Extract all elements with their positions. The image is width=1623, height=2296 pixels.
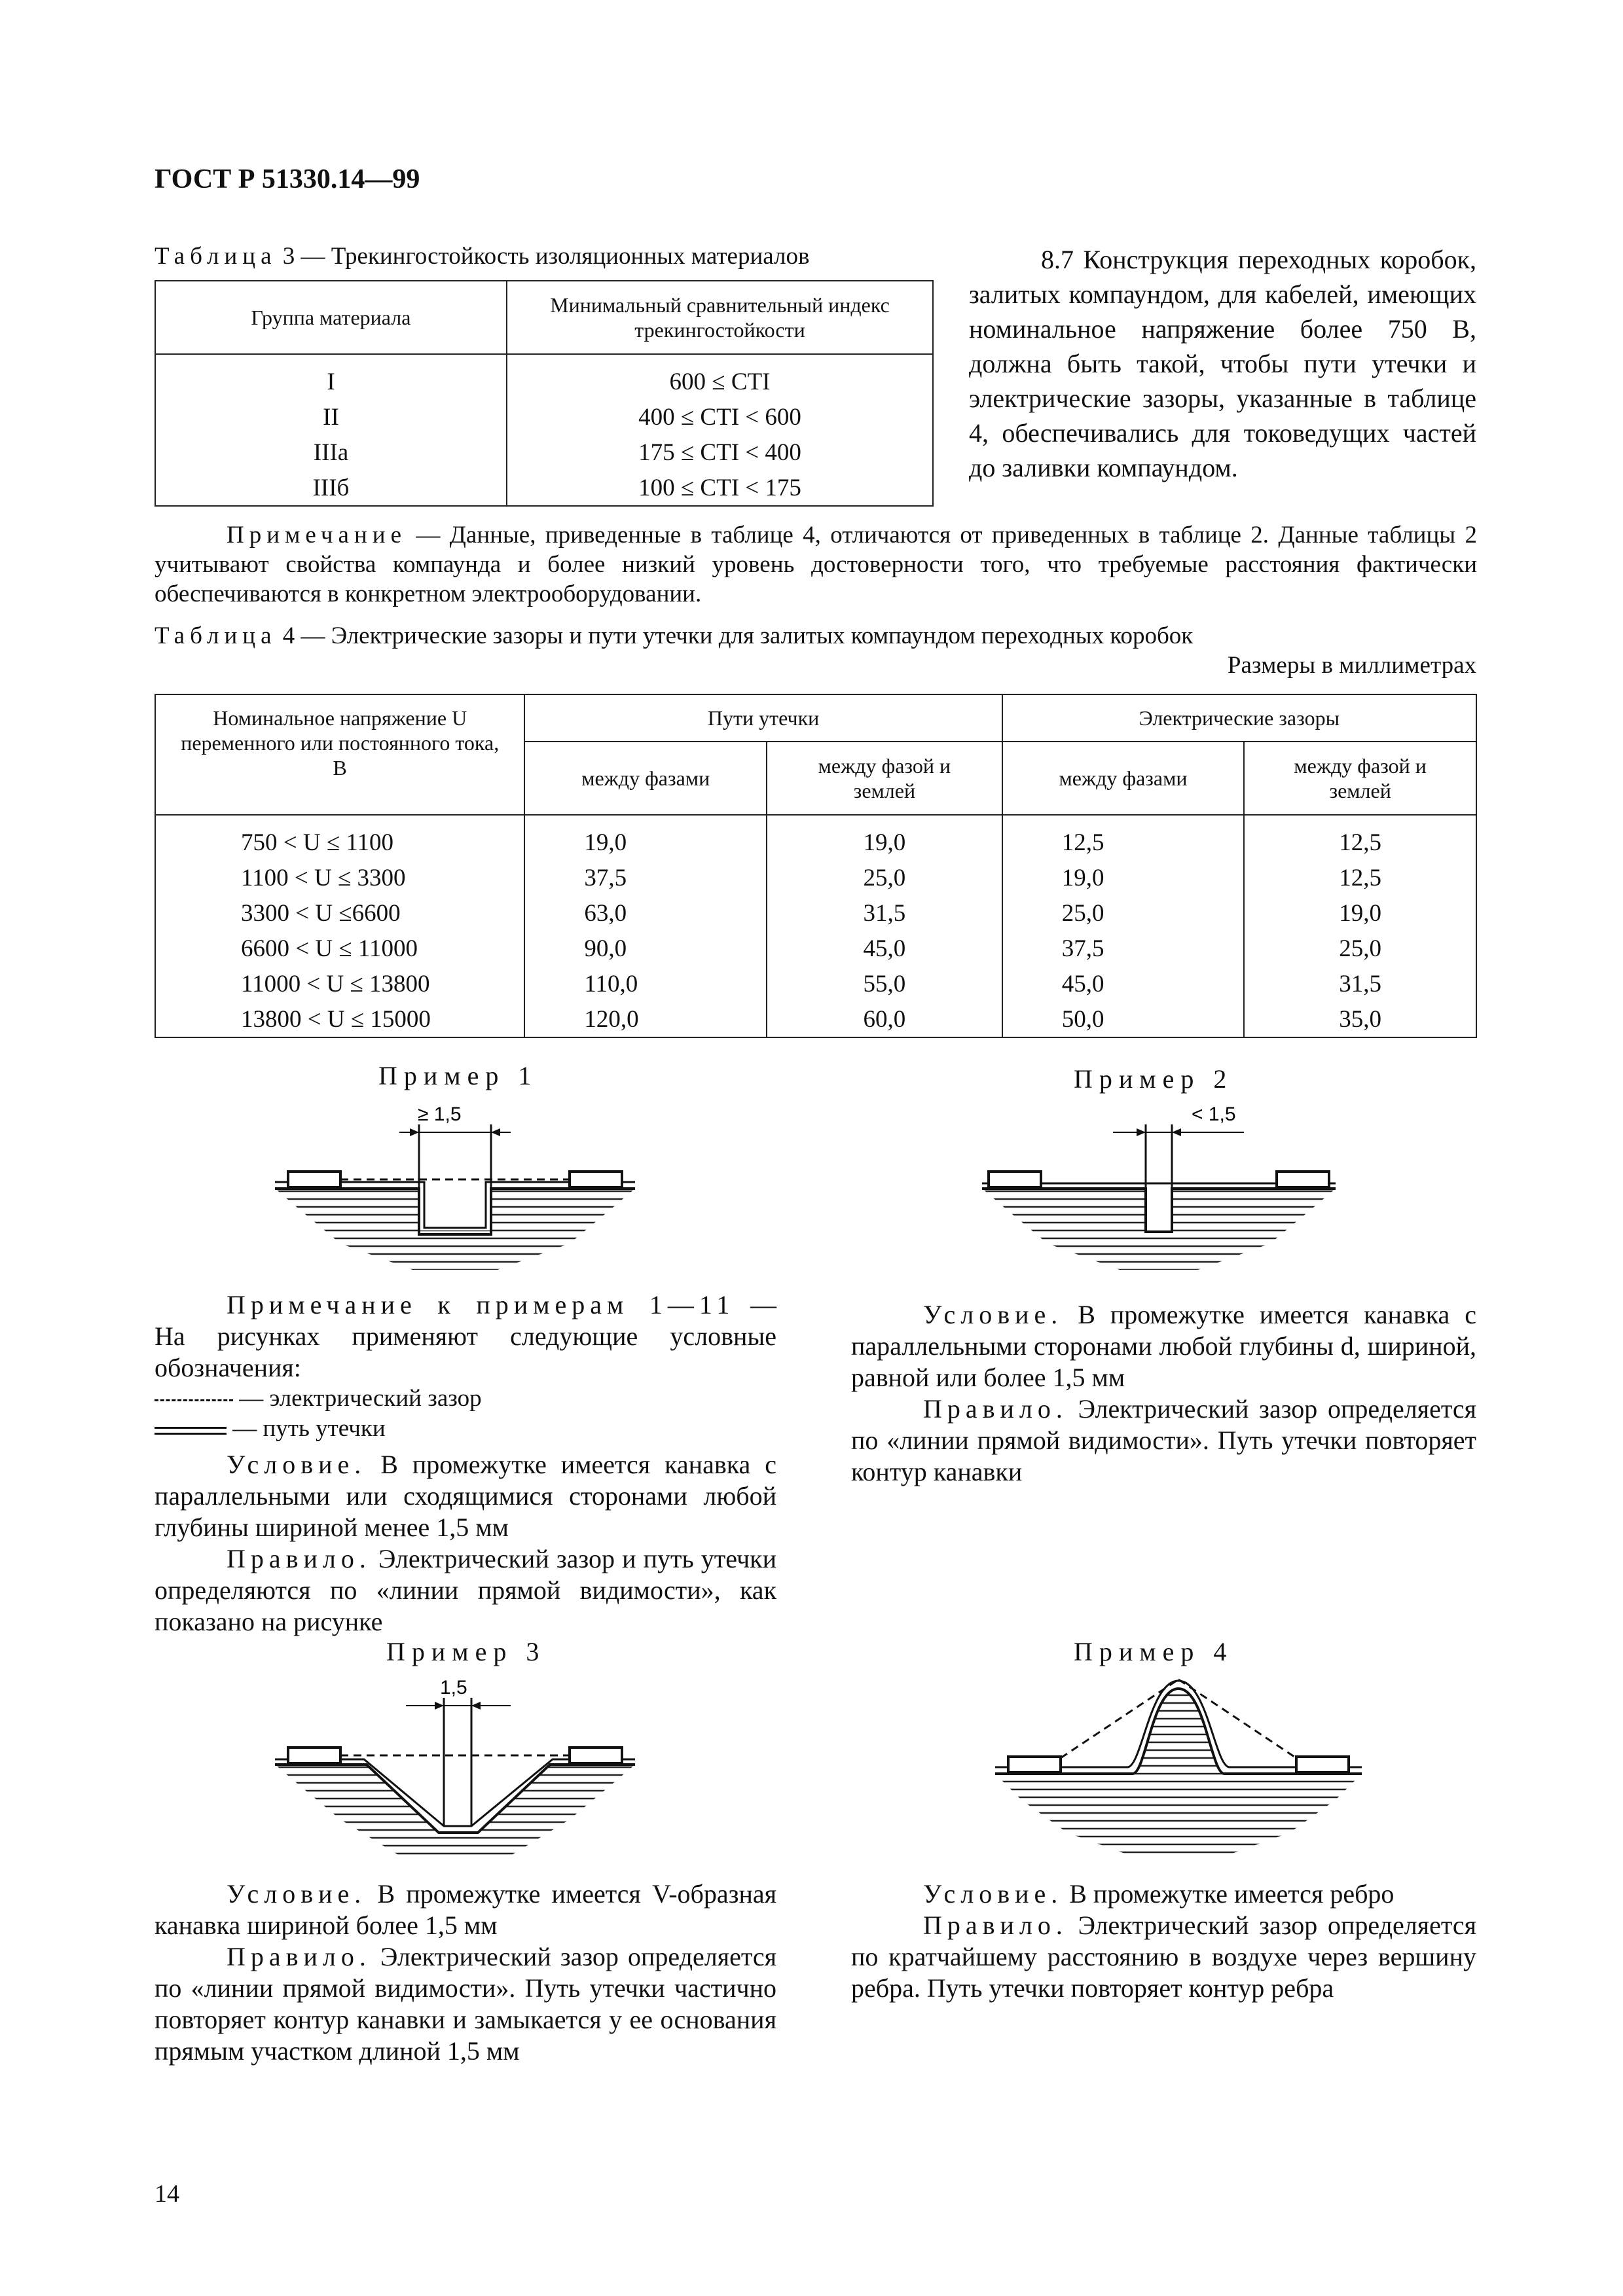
table4-value-cell: 35,0: [1244, 1001, 1476, 1037]
table-row: [155, 966, 1476, 1001]
example4-rule: [851, 1910, 1476, 2004]
table4-header-clearance: Электрические зазоры: [1002, 694, 1476, 742]
example3-condition: [155, 1878, 776, 1941]
example3-rule: [155, 1941, 776, 2067]
table4-subheader-ground: между фазой и землей: [1244, 742, 1476, 815]
table3-header-cti: Минимальный сравнительный индекс трекингостойкости: [507, 281, 933, 354]
table4-value-cell: 25,0: [1244, 931, 1476, 966]
rule-text: Электрический зазор и путь утечки определяются по «линии прямой видимости», как показано на рисунке: [155, 1544, 776, 1636]
legend-creepage: [155, 1414, 776, 1444]
table4-value-cell: 45,0: [1002, 966, 1245, 1001]
table3-cell: 600 ≤ CTI: [507, 354, 933, 399]
example4-condition: [851, 1878, 1476, 1910]
table3-caption: [155, 242, 809, 270]
condition-label: Условие.: [227, 1450, 367, 1479]
note-label: Примечание: [227, 522, 407, 548]
example1-rule: [155, 1543, 776, 1638]
table4-value-cell: 63,0: [524, 895, 767, 931]
table4-value-cell: 90,0: [524, 931, 767, 966]
table4-value-cell: 37,5: [524, 860, 767, 895]
table4-voltage-cell: 1100 < U ≤ 3300: [155, 860, 524, 895]
rule-label: Правило.: [227, 1544, 371, 1573]
table4-voltage-cell: 13800 < U ≤ 15000: [155, 1001, 524, 1037]
rule-text: Электрический зазор определяется по кратчайшему расстоянию в воздухе через вершину ребра. Путь утечки повторяет контур ребра: [851, 1910, 1476, 2003]
example2-dim-label: < 1,5: [1192, 1103, 1236, 1125]
example3-dim-label: 1,5: [440, 1677, 467, 1698]
table-row: [155, 399, 933, 435]
legend-clearance: [155, 1384, 776, 1414]
table3-caption-text: 3 — Трекингостойкость изоляционных материалов: [276, 243, 810, 270]
table4-value-cell: 19,0: [1002, 860, 1245, 895]
table4-voltage-cell: 6600 < U ≤ 11000: [155, 931, 524, 966]
table4-voltage-cell: 3300 < U ≤6600: [155, 895, 524, 931]
example1-title: Пример 1: [378, 1061, 538, 1090]
table3-caption-label: Таблица: [155, 243, 277, 270]
table3-cell: IIIб: [155, 470, 507, 506]
table3-cell: I: [155, 354, 507, 399]
table4-value-cell: 12,5: [1244, 860, 1476, 895]
table4-value-cell: 120,0: [524, 1001, 767, 1037]
table4-value-cell: 19,0: [767, 815, 1002, 860]
example4-diagram: [982, 1676, 1375, 1872]
table4-caption-text: 4 — Электрические зазоры и пути утечки для залитых компаундом переходных коробок: [276, 622, 1194, 649]
condition-label: Условие.: [227, 1879, 367, 1909]
table-row: [155, 354, 933, 399]
table-row: [155, 860, 1476, 895]
rule-text: Электрический зазор определяется по «линии прямой видимости». Путь утечки повторяет контур канавки: [851, 1394, 1476, 1486]
table4-caption: [155, 622, 1193, 650]
rule-text: Электрический зазор определяется по «линии прямой видимости». Путь утечки частично повторяет контур канавки и замыкается у ее основания прямым участком длиной 1,5 мм: [155, 1942, 776, 2066]
table4-value-cell: 55,0: [767, 966, 1002, 1001]
table3-cell: 100 ≤ CTI < 175: [507, 470, 933, 506]
example4-title: Пример 4: [1074, 1637, 1233, 1666]
table4-value-cell: 25,0: [767, 860, 1002, 895]
table4-value-cell: 31,5: [1244, 966, 1476, 1001]
example1-condition: [155, 1449, 776, 1543]
examples-note-label: Примечание к примерам 1—11: [227, 1290, 735, 1319]
table-row: [155, 1001, 1476, 1037]
legend-creepage-text: — путь утечки: [227, 1415, 386, 1442]
table4-value-cell: 19,0: [524, 815, 767, 860]
example2-title: Пример 2: [1074, 1064, 1233, 1094]
table4: [155, 694, 1477, 1038]
rule-label: Правило.: [227, 1942, 371, 1971]
table3: [155, 280, 934, 507]
table-row: [155, 895, 1476, 931]
example3-text-block: [155, 1878, 776, 2067]
page-number: 14: [155, 2180, 179, 2208]
table-row: [155, 470, 933, 506]
example4-text-block: [851, 1878, 1476, 2004]
example1-text-block: [155, 1289, 776, 1638]
table4-value-cell: 19,0: [1244, 895, 1476, 931]
table4-value-cell: 50,0: [1002, 1001, 1245, 1037]
table4-value-cell: 37,5: [1002, 931, 1245, 966]
example2-condition: [851, 1299, 1476, 1393]
note-paragraph: [155, 520, 1477, 609]
table4-header-voltage: Номинальное напряжение U переменного или постоянного тока, В: [155, 694, 524, 815]
table4-value-cell: 31,5: [767, 895, 1002, 931]
table4-value-cell: 110,0: [524, 966, 767, 1001]
rule-label: Правило.: [923, 1394, 1068, 1424]
table4-voltage-cell: 11000 < U ≤ 13800: [155, 966, 524, 1001]
legend-dashed-swatch: [155, 1399, 233, 1401]
table4-value-cell: 60,0: [767, 1001, 1002, 1037]
table-row: [155, 815, 1476, 860]
examples-note: [155, 1289, 776, 1384]
table-row: [155, 435, 933, 470]
example2-diagram: [969, 1093, 1349, 1283]
condition-text: В промежутке имеется ребро: [1063, 1879, 1395, 1909]
table4-voltage-cell: 750 < U ≤ 1100: [155, 815, 524, 860]
example3-diagram: [262, 1669, 648, 1865]
condition-text: В промежутке имеется канавка с параллельными или сходящимися сторонами любой глубины шириной менее 1,5 мм: [155, 1450, 776, 1542]
table4-caption-label: Таблица: [155, 622, 277, 649]
document-header: ГОСТ Р 51330.14—99: [155, 164, 420, 194]
example1-dim-label: ≥ 1,5: [418, 1103, 462, 1125]
condition-text: В промежутке имеется канавка с параллельными сторонами любой глубины d, шириной, равной или более 1,5 мм: [851, 1300, 1476, 1392]
table4-header-creepage: Пути утечки: [524, 694, 1002, 742]
section-8-7-paragraph: 8.7 Конструкция переходных коробок, залитых компаундом, для кабелей, имеющих номинальное напряжение более 750 В, должна быть такой, чтобы пути утечки и электрические зазоры, указанные в таблице 4, обеспечивались для токоведущих частей до заливки компаундом.: [969, 245, 1476, 482]
condition-text: В промежутке имеется V-образная канавка шириной более 1,5 мм: [155, 1879, 776, 1940]
table3-cell: II: [155, 399, 507, 435]
table4-value-cell: 12,5: [1244, 815, 1476, 860]
table3-header-group: Группа материала: [155, 281, 507, 354]
example1-diagram: [262, 1093, 648, 1283]
legend-double-swatch: [155, 1427, 227, 1435]
example3-title: Пример 3: [386, 1637, 546, 1666]
table4-units: Размеры в миллиметрах: [1227, 652, 1476, 679]
table3-cell: 175 ≤ CTI < 400: [507, 435, 933, 470]
table-row: [155, 931, 1476, 966]
example2-rule: [851, 1393, 1476, 1488]
table4-value-cell: 25,0: [1002, 895, 1245, 931]
legend-clearance-text: — электрический зазор: [233, 1385, 482, 1412]
note-text: — Данные, приведенные в таблице 4, отличаются от приведенных в таблице 2. Данные таблицы 2 учитывают свойства компаунда и более низкий уровень достоверности того, что требуемые расстояния фактически обеспечиваются в конкретном электрооборудовании.: [155, 522, 1477, 607]
table3-cell: IIIa: [155, 435, 507, 470]
condition-label: Условие.: [923, 1300, 1063, 1329]
table4-subheader-phase: между фазами: [524, 742, 767, 815]
example2-text-block: [851, 1299, 1476, 1488]
table4-subheader-phase: между фазами: [1002, 742, 1245, 815]
rule-label: Правило.: [923, 1910, 1068, 1940]
condition-label: Условие.: [923, 1879, 1063, 1909]
examples-note-text: — На рисунках применяют следующие условные обозначения:: [155, 1290, 776, 1382]
table3-cell: 400 ≤ CTI < 600: [507, 399, 933, 435]
table4-value-cell: 45,0: [767, 931, 1002, 966]
table4-subheader-ground: между фазой и землей: [767, 742, 1002, 815]
table4-value-cell: 12,5: [1002, 815, 1245, 860]
